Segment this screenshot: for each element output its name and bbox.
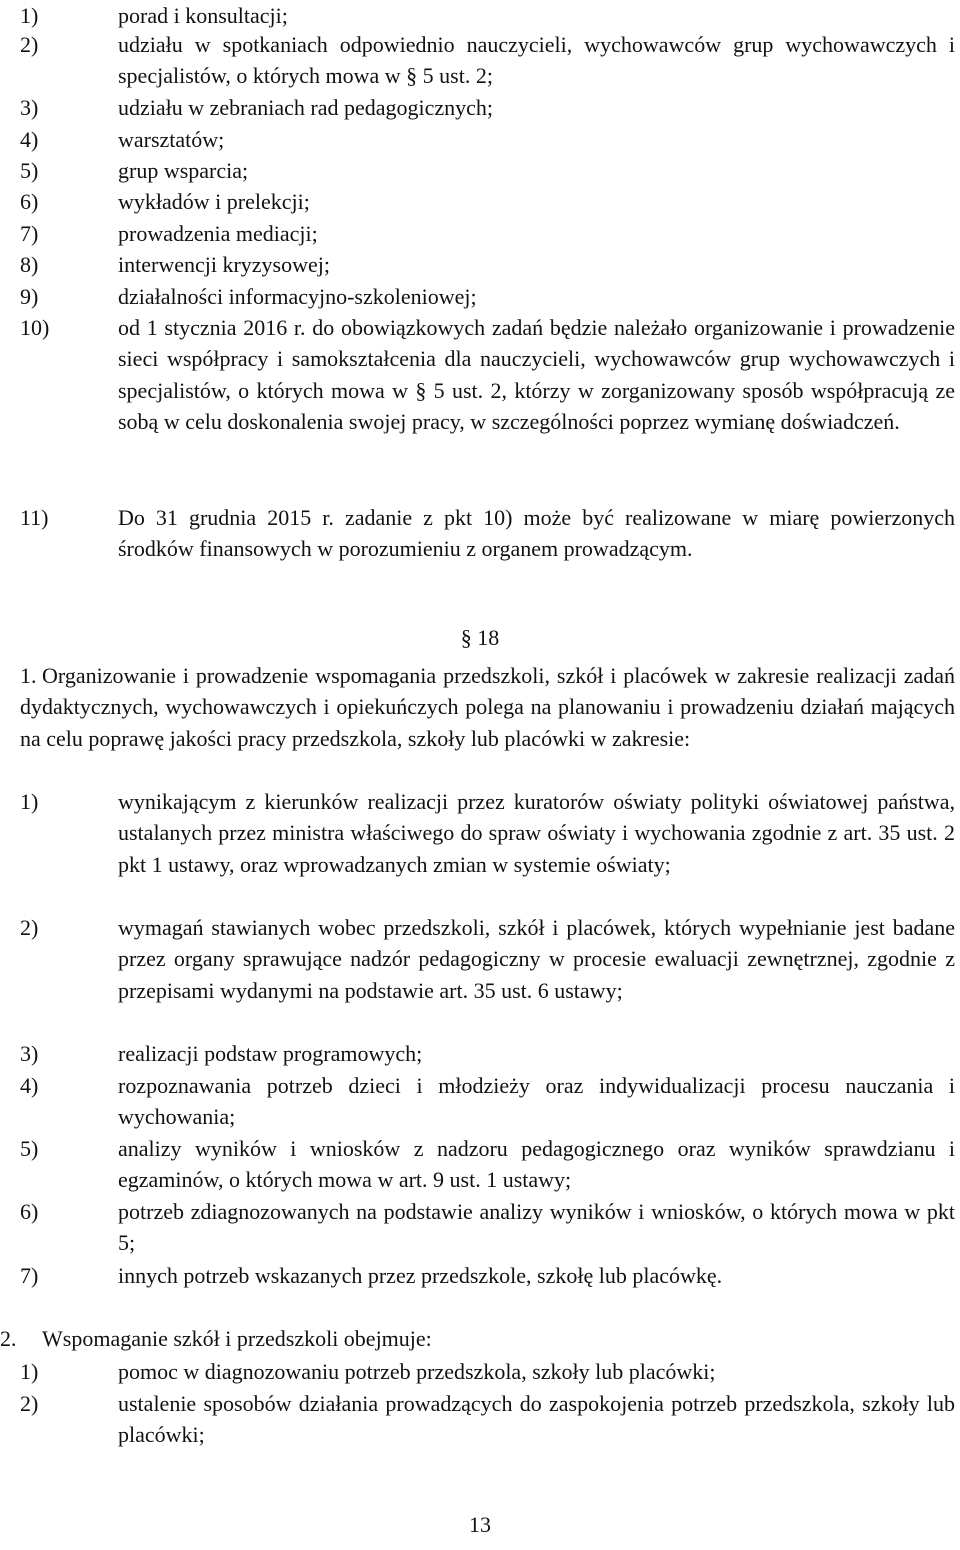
item-number: 7)	[20, 221, 39, 246]
item-text: ustalenie sposobów działania prowadzących do zaspokojenia potrzeb przedszkola, szkoły lub placówki;	[118, 1391, 955, 1448]
paragraph-number: 1.	[20, 663, 37, 688]
item-text: wykładów i prelekcji;	[118, 189, 310, 214]
list-item	[20, 502, 955, 565]
item-number: 5)	[20, 158, 39, 183]
item-number: 8)	[20, 252, 39, 277]
item-text: analizy wyników i wniosków z nadzoru pedagogicznego oraz wyników sprawdzianu i egzaminów, o których mowa w art. 9 ust. 1 ustawy;	[118, 1136, 955, 1193]
list-item	[20, 0, 955, 31]
item-number: 1)	[20, 1359, 39, 1384]
list-item	[20, 281, 955, 312]
item-text: wymagań stawianych wobec przedszkoli, szkół i placówek, których wypełnianie jest badane przez organy sprawujące nadzór pedagogiczny w procesie ewaluacji zewnętrznej, zgodnie z przepisami wydanymi na podstawie art. 35 ust. 6 ustawy;	[118, 915, 955, 1003]
item-number: 7)	[20, 1263, 39, 1288]
item-text: warsztatów;	[118, 127, 225, 152]
list-item	[20, 124, 955, 155]
item-text: od 1 stycznia 2016 r. do obowiązkowych zadań będzie należało organizowanie i prowadzenie sieci współpracy i samokształcenia dla nauczycieli, wychowawców grup wychowawczych i specjalistów, o których mowa w § 5 ust. 2, którzy w zorganizowany sposób współpracują ze sobą w celu doskonalenia swojej pracy, w szczególności poprzez wymianę doświadczeń.	[118, 315, 955, 434]
item-text: interwencji kryzysowej;	[118, 252, 330, 277]
item-text: potrzeb zdiagnozowanych na podstawie analizy wyników i wniosków, o których mowa w pkt 5;	[118, 1199, 955, 1256]
paragraph	[20, 660, 955, 754]
list-item	[20, 1356, 955, 1387]
item-number: 4)	[20, 1073, 39, 1098]
list-item	[20, 218, 955, 249]
paragraph-number: 2.	[0, 1326, 17, 1351]
list-item	[20, 1196, 955, 1259]
item-number: 11)	[20, 505, 49, 530]
item-text: pomoc w diagnozowaniu potrzeb przedszkola, szkoły lub placówki;	[118, 1359, 716, 1384]
item-text: udziału w spotkaniach odpowiednio nauczycieli, wychowawców grup wychowawczych i specjalistów, o których mowa w § 5 ust. 2;	[118, 32, 955, 89]
item-text: porad i konsultacji;	[118, 3, 288, 28]
list-item	[20, 1038, 955, 1069]
item-number: 2)	[20, 1391, 39, 1416]
list-item	[20, 1070, 955, 1133]
list-item	[20, 29, 955, 92]
item-number: 6)	[20, 1199, 39, 1224]
item-text: prowadzenia mediacji;	[118, 221, 318, 246]
paragraph-text: Wspomaganie szkół i przedszkoli obejmuje:	[42, 1326, 432, 1351]
list-item	[20, 249, 955, 280]
item-number: 6)	[20, 189, 39, 214]
list-item	[20, 1133, 955, 1196]
item-number: 4)	[20, 127, 39, 152]
list-item	[20, 312, 955, 437]
item-number: 10)	[20, 315, 50, 340]
item-number: 1)	[20, 3, 39, 28]
item-number: 2)	[20, 32, 39, 57]
page-number: 13	[469, 1512, 491, 1537]
item-text: wynikającym z kierunków realizacji przez kuratorów oświaty polityki oświatowej państwa, ustalanych przez ministra właściwego do spraw oświaty i wychowania zgodnie z art. 35 ust. 2 pkt 1 ustawy, oraz wprowadzanych zmian w systemie oświaty;	[118, 789, 955, 877]
item-text: rozpoznawania potrzeb dzieci i młodzieży oraz indywidualizacji procesu nauczania i wychowania;	[118, 1073, 955, 1130]
list-item	[20, 155, 955, 186]
item-number: 3)	[20, 95, 39, 120]
item-number: 3)	[20, 1041, 39, 1066]
paragraph	[0, 1323, 955, 1354]
paragraph-text: Organizowanie i prowadzenie wspomagania przedszkoli, szkół i placówek w zakresie realizacji zadań dydaktycznych, wychowawczych i opiekuńczych polega na planowaniu i prowadzeniu działań mających na celu poprawę jakości pracy przedszkola, szkoły lub placówki w zakresie:	[20, 663, 955, 751]
item-text: innych potrzeb wskazanych przez przedszkole, szkołę lub placówkę.	[118, 1263, 723, 1288]
item-text: działalności informacyjno-szkoleniowej;	[118, 284, 477, 309]
item-text: realizacji podstaw programowych;	[118, 1041, 423, 1066]
item-number: 1)	[20, 789, 39, 814]
item-text: grup wsparcia;	[118, 158, 249, 183]
list-item	[20, 1388, 955, 1451]
item-number: 5)	[20, 1136, 39, 1161]
item-number: 9)	[20, 284, 39, 309]
list-item	[20, 186, 955, 217]
list-item	[20, 912, 955, 1006]
item-text: Do 31 grudnia 2015 r. zadanie z pkt 10) może być realizowane w miarę powierzonych środków finansowych w porozumieniu z organem prowadzącym.	[118, 505, 955, 562]
item-number: 2)	[20, 915, 39, 940]
list-item	[20, 786, 955, 880]
list-item	[20, 92, 955, 123]
item-text: udziału w zebraniach rad pedagogicznych;	[118, 95, 494, 120]
section-heading: § 18	[460, 625, 500, 650]
list-item	[20, 1260, 955, 1291]
